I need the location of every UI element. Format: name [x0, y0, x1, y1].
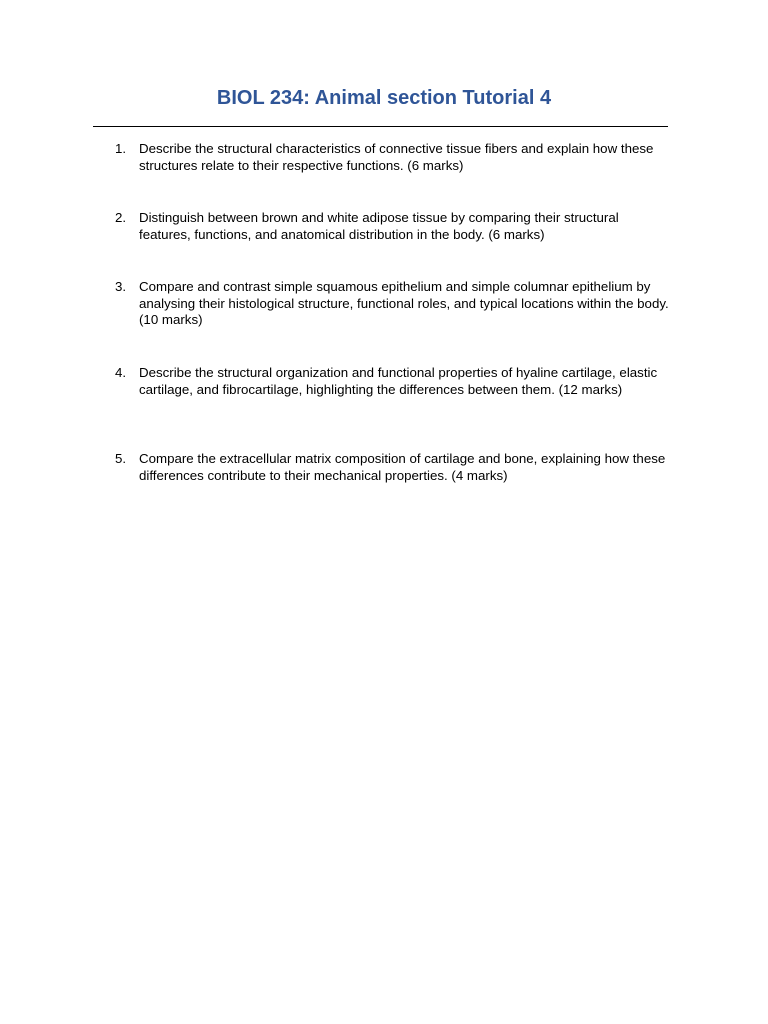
question-number: 2. [115, 210, 127, 225]
question-text: Compare and contrast simple squamous epithelium and simple columnar epithelium by analysing their histological structure, functional roles, and typical locations within the body. (10 marks) [139, 279, 669, 327]
question-number: 3. [115, 279, 127, 294]
question-text: Describe the structural characteristics of connective tissue fibers and explain how these structures relate to their respective functions. (6 marks) [139, 141, 654, 173]
question-number: 4. [115, 365, 127, 380]
question-text: Compare the extracellular matrix composition of cartilage and bone, explaining how these differences contribute to their mechanical properties. (4 marks) [139, 451, 666, 483]
question-text: Describe the structural organization and functional properties of hyaline cartilage, elastic cartilage, and fibrocartilage, highlighting the differences between them. (12 marks) [139, 365, 658, 397]
title-divider [93, 126, 668, 127]
question-number: 1. [115, 141, 127, 156]
question-text: Distinguish between brown and white adipose tissue by comparing their structural features, functions, and anatomical distribution in the body. (6 marks) [139, 210, 619, 242]
question-number: 5. [115, 451, 127, 466]
document-title: BIOL 234: Animal section Tutorial 4 [216, 87, 552, 109]
